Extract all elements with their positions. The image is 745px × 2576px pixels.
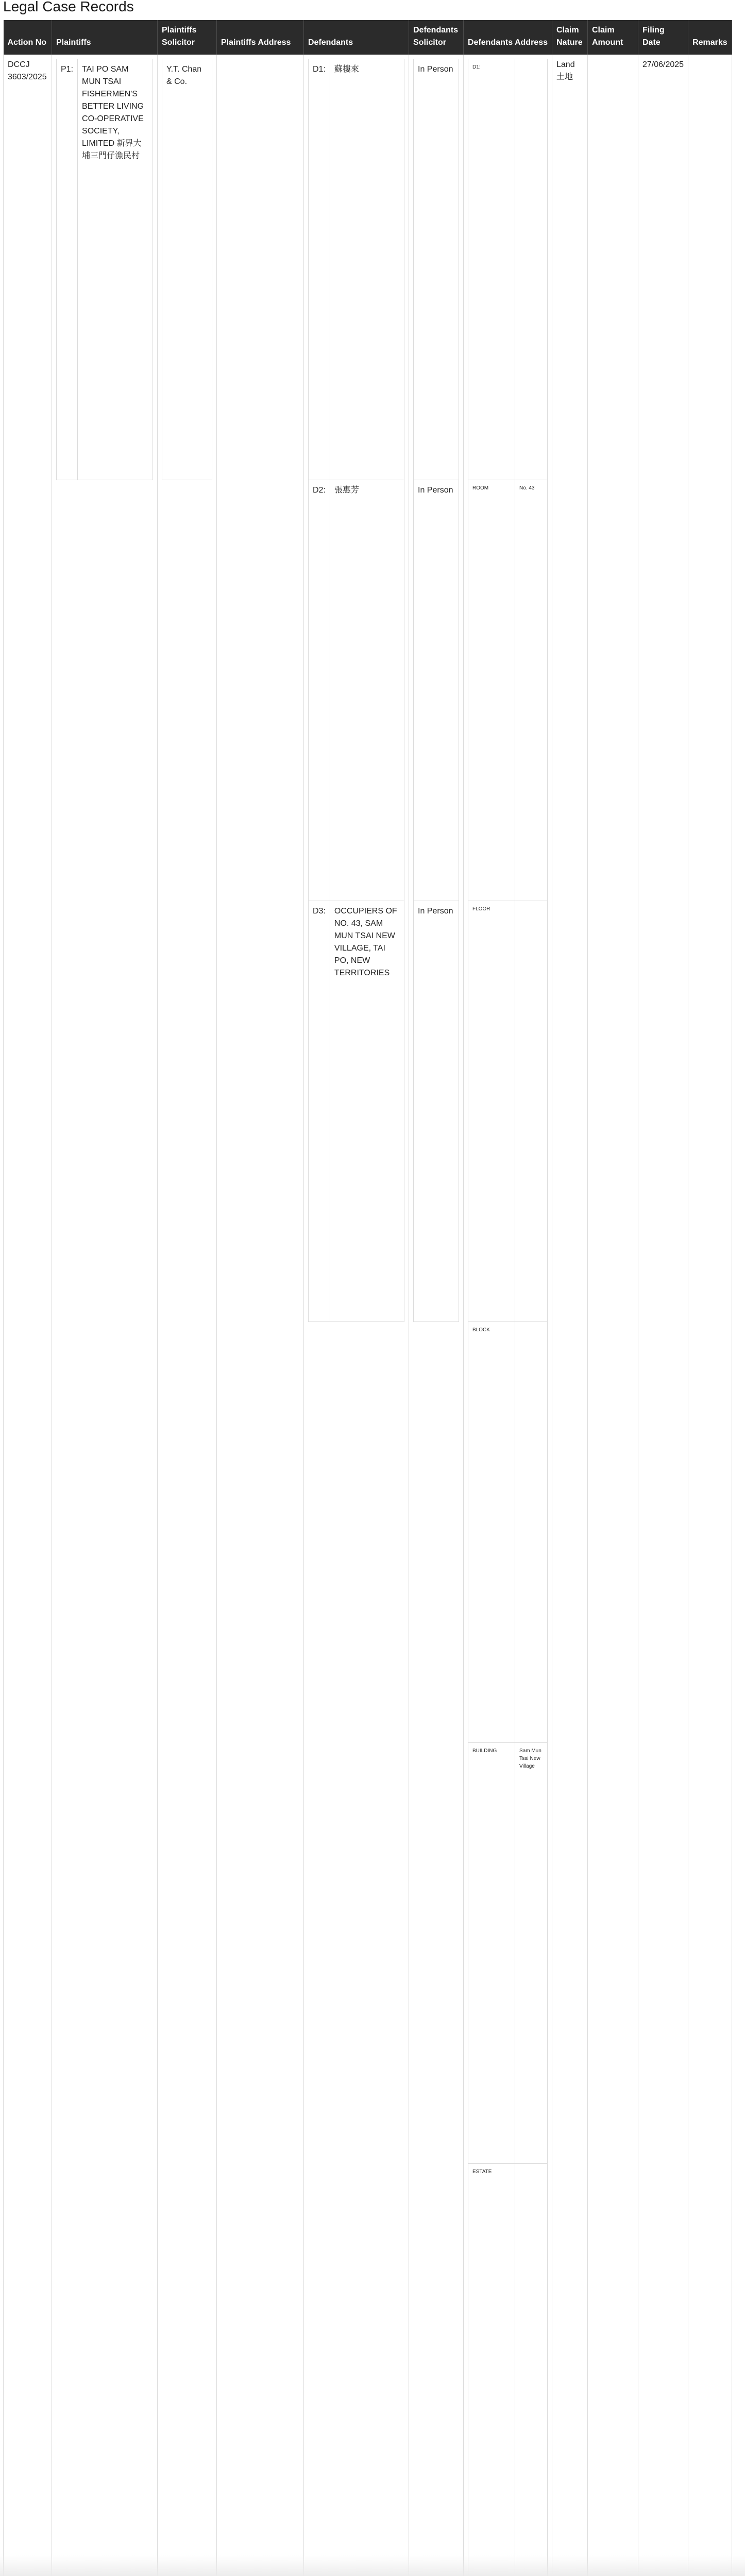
header-plaintiffs-address[interactable]: Plaintiffs Address [217, 20, 304, 55]
defendant-label: D3: [309, 901, 330, 1322]
address-field-label: BLOCK [468, 1322, 515, 1743]
table-header-row [4, 20, 732, 55]
address-field-value [515, 901, 548, 1322]
case-records-table [3, 20, 732, 2576]
defendant-solicitor: In Person [414, 59, 459, 480]
address-row [468, 480, 548, 901]
cell-plaintiffs-address [217, 55, 304, 2576]
plaintiff-row [57, 59, 153, 480]
header-filing-date[interactable]: Filing Date [638, 20, 688, 55]
plaintiffs-solicitor-list [162, 59, 212, 480]
header-claim-amount[interactable]: Claim Amount [588, 20, 638, 55]
defendant-name: 蘇樓來 [330, 59, 404, 480]
cell-plaintiffs [52, 55, 158, 2576]
page-title: Legal Case Records [3, 0, 134, 15]
defendant-row [309, 59, 404, 480]
address-field-label: FLOOR [468, 901, 515, 1322]
cell-defendants-solicitor [409, 55, 464, 2576]
defendant-row [309, 901, 404, 1322]
address-row [468, 901, 548, 1322]
defendants-list [308, 59, 404, 1322]
cell-remarks [688, 55, 732, 2576]
address-field-value: No. 43 [515, 480, 548, 901]
plaintiffs-list [56, 59, 153, 480]
header-defendants-address[interactable]: Defendants Address [464, 20, 552, 55]
defendant-label: D1: [309, 59, 330, 480]
address-field-label: ESTATE [468, 2164, 515, 2576]
cell-defendants [304, 55, 409, 2576]
address-field-value [515, 1322, 548, 1743]
address-field-value: Sam Mun Tsai New Village [515, 1743, 548, 2164]
cell-plaintiffs-solicitor [158, 55, 217, 2576]
defendant-row [309, 480, 404, 901]
address-field-value [515, 2164, 548, 2576]
defendant-name: OCCUPIERS OF NO. 43, SAM MUN TSAI NEW VILLAGE, TAI PO, NEW TERRITORIES [330, 901, 404, 1322]
defendants-address-table [468, 59, 548, 2576]
header-remarks[interactable]: Remarks [688, 20, 732, 55]
address-row [468, 1743, 548, 2164]
defendant-solicitor: In Person [414, 480, 459, 901]
address-row [468, 1322, 548, 1743]
cell-claim-amount [588, 55, 638, 2576]
header-plaintiffs-solicitor[interactable]: Plaintiffs Solicitor [158, 20, 217, 55]
defendants-solicitor-list [413, 59, 459, 1322]
cell-claim-nature: Land 土地 [552, 55, 588, 2576]
header-defendants-solicitor[interactable]: Defendants Solicitor [409, 20, 464, 55]
cell-action-no: DCCJ 3603/2025 [4, 55, 52, 2576]
defendant-label: D2: [309, 480, 330, 901]
cell-defendants-address [464, 55, 552, 2576]
plaintiff-label: P1: [57, 59, 78, 480]
header-defendants[interactable]: Defendants [304, 20, 409, 55]
plaintiff-name: TAI PO SAM MUN TSAI FISHERMEN'S BETTER LIVING CO-OPERATIVE SOCIETY, LIMITED 新界大埔三門仔漁民村 [78, 59, 153, 480]
cell-filing-date: 27/06/2025 [638, 55, 688, 2576]
address-row [468, 2164, 548, 2576]
address-field-label: D1: [468, 59, 515, 480]
plaintiffs-solicitor-name: Y.T. Chan & Co. [162, 59, 212, 480]
header-action-no[interactable]: Action No [4, 20, 52, 55]
defendant-name: 張惠芳 [330, 480, 404, 901]
address-field-label: BUILDING [468, 1743, 515, 2164]
table-row [4, 55, 732, 2576]
header-claim-nature[interactable]: Claim Nature [552, 20, 588, 55]
address-field-value [515, 59, 548, 480]
address-field-label: ROOM [468, 480, 515, 901]
defendant-solicitor: In Person [414, 901, 459, 1322]
address-row [468, 59, 548, 480]
header-plaintiffs[interactable]: Plaintiffs [52, 20, 158, 55]
